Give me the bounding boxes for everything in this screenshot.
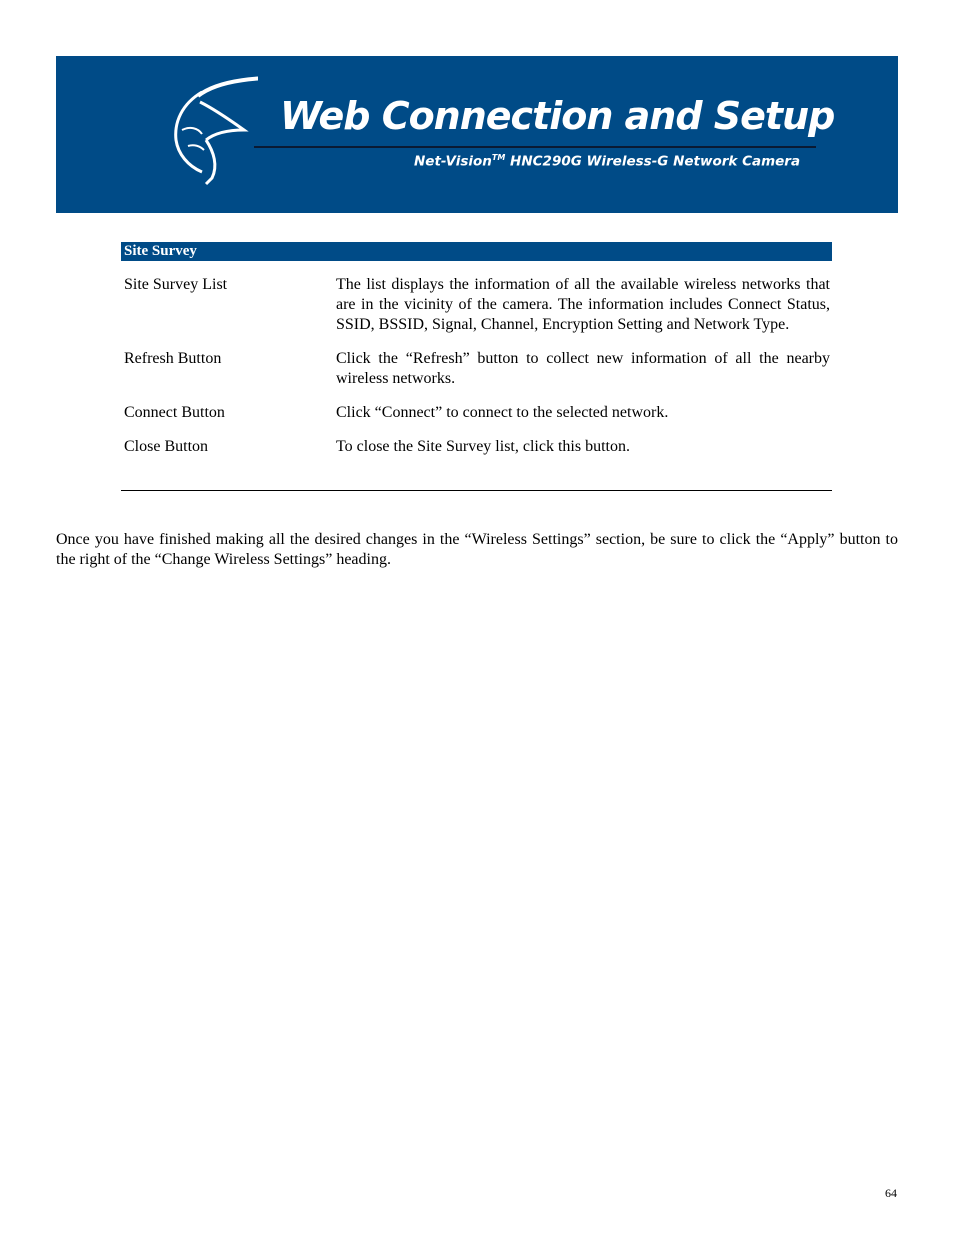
page-number: 64 xyxy=(885,1186,897,1200)
body-paragraph: Once you have finished making all the desired changes in the “Wireless Settings” section, be sure to click the “Apply” button to the right of the “Change Wireless Settings” heading. xyxy=(56,531,898,568)
row-description: The list displays the information of all the available wireless networks that are in the vicinity of the camera. The information includes Connect Status, SSID, BSSID, Signal, Channel, Encryption Setting and Network Type. xyxy=(336,276,830,333)
row-term: Close Button xyxy=(124,438,209,455)
brand-name: Net-Vision xyxy=(414,153,492,170)
trademark-mark: TM xyxy=(491,153,506,162)
row-description: Click the “Refresh” button to collect new information of all the nearby wireless networks. xyxy=(336,350,830,387)
row-term: Refresh Button xyxy=(124,350,222,367)
banner-title: Web Connection and Setup xyxy=(280,94,835,138)
product-name: HNC290G Wireless-G Network Camera xyxy=(505,153,801,170)
header-banner xyxy=(56,56,898,213)
section-heading: Site Survey xyxy=(121,242,832,261)
table-row xyxy=(121,437,832,457)
table-row xyxy=(121,403,832,423)
table-row xyxy=(121,275,832,335)
table-bottom-rule xyxy=(121,490,832,491)
banner-divider xyxy=(254,146,816,148)
banner-subtitle xyxy=(414,153,800,170)
row-description: To close the Site Survey list, click this button. xyxy=(336,438,630,455)
definition-table xyxy=(121,275,832,471)
row-description: Click “Connect” to connect to the selected network. xyxy=(336,404,669,421)
row-term: Connect Button xyxy=(124,404,225,421)
eagle-logo-icon xyxy=(168,74,258,186)
table-row xyxy=(121,349,832,389)
row-term: Site Survey List xyxy=(124,276,228,293)
